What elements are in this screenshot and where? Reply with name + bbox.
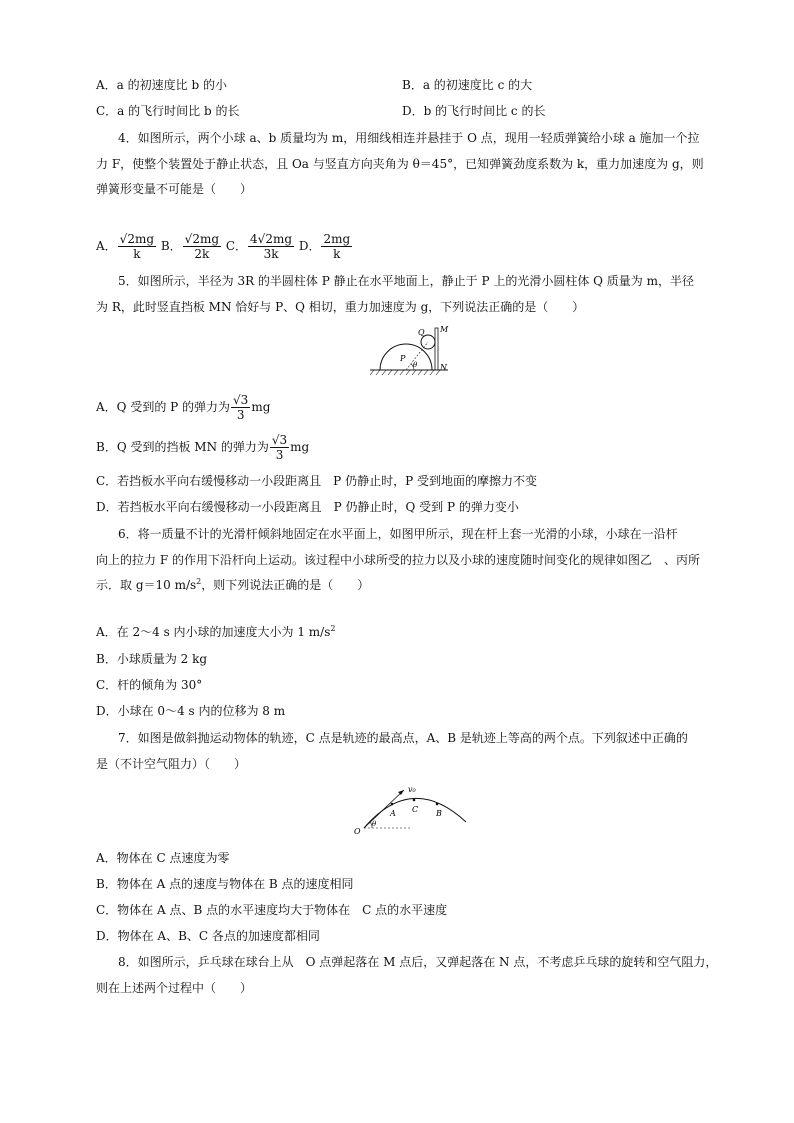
q5-stem-line2: 为 R，此时竖直挡板 MN 恰好与 P、Q 相切，重力加速度为 g，下列说法正确的是（ ） <box>96 300 585 314</box>
q7-option-b: B．物体在 A 点的速度与物体在 B 点的速度相同 <box>96 877 354 891</box>
label-c: C <box>412 805 419 814</box>
baffle-mn <box>435 328 438 370</box>
q6-option-d: D．小球在 0～4 s 内的位移为 8 m <box>96 704 286 718</box>
q5-stem-line1: 5．如图所示，半径为 3R 的半圆柱体 P 静止在水平地面上，静止于 P 上的光滑小圆柱体 Q 质量为 m，半径 <box>118 274 695 288</box>
q5-option-a: A．Q 受到的 P 的弹力为 $\frac{√3}{3}$ mg <box>96 393 271 422</box>
q7-figure <box>350 780 472 836</box>
q8-stem-line1: 8．如图所示，乒乓球在球台上从 O 点弹起落在 M 点后，又弹起落在 N 点，不考虑乒乓球的旋转和空气阻力， <box>118 955 718 969</box>
q7-stem-line1: 7．如图是做斜抛运动物体的轨迹，C 点是轨迹的最高点，A、B 是轨迹上等高的两个点。下列叙述中正确的 <box>118 731 688 745</box>
q6-stem-line3: 示．取 g＝10 $m/s^2$，则下列说法正确的是（ ） <box>96 577 370 592</box>
q4-stem-line2: 力 F，使整个装置处于静止状态，且 Oa 与竖直方向夹角为 θ＝45°，已知弹簧劲度系数为 k，重力加速度为 g，则 <box>96 157 704 171</box>
q6-option-a: A．在 2～4 s 内小球的加速度大小为 1 $m/s^2$ <box>96 624 336 639</box>
label-v0: v₀ <box>408 785 416 794</box>
q5-option-b: B．Q 受到的挡板 MN 的弹力为 $\frac{√3}{3}$ mg <box>96 433 310 462</box>
q8-stem-line2: 则在上述两个过程中（ ） <box>96 981 253 995</box>
q3-options-row1 <box>96 77 726 93</box>
label-q: Q <box>418 328 425 337</box>
label-theta: θ <box>413 361 418 369</box>
q6-stem-line2: 向上的拉力 F 的作用下沿杆向上运动。该过程中小球所受的拉力以及小球的速度随时间变化的规律如图乙 、丙所 <box>96 553 700 567</box>
q6-option-b: B．小球质量为 2 kg <box>96 652 208 666</box>
q4-stem-line1: 4．如图所示，两个小球 a、b 质量均为 m，用细线相连并悬挂于 O 点，现用一轻质弹簧给小球 a 施加一个拉 <box>118 131 700 145</box>
q7-stem-line2: 是（不计空气阻力）（ ） <box>96 757 247 771</box>
q3-options-row2 <box>96 103 726 119</box>
q7-option-c: C．物体在 A 点、B 点的水平速度均大于物体在 C 点的水平速度 <box>96 903 448 917</box>
q4-option-c: C． $\frac{4√2mg}{3k}$ <box>225 232 293 261</box>
q6-option-c: C．杆的倾角为 30° <box>96 678 203 692</box>
label-n: N <box>440 363 447 372</box>
q4-option-b: B． $\frac{√2mg}{2k}$ <box>160 232 220 261</box>
q7-option-a: A．物体在 C 点速度为零 <box>96 851 230 865</box>
q4-option-a: A． $\frac{√2mg}{k}$ <box>96 232 155 261</box>
label-m: M <box>440 325 449 334</box>
q5-figure <box>366 322 456 378</box>
q5-option-c: C．若挡板水平向右缓慢移动一小段距离且 P 仍静止时，P 受到地面的摩擦力不变 <box>96 474 537 488</box>
q3-option-d: D．b 的飞行时间比 c 的长 <box>402 104 546 118</box>
q3-option-b: B．a 的初速度比 c 的大 <box>402 78 533 92</box>
label-theta: θ <box>372 820 377 828</box>
q7-option-d: D．物体在 A、B、C 各点的加速度都相同 <box>96 929 320 943</box>
label-b: B <box>436 809 442 818</box>
q5-option-d: D．若挡板水平向右缓慢移动一小段距离且 P 仍静止时，Q 受到 P 的弹力变小 <box>96 500 519 514</box>
q3-option-c: C．a 的飞行时间比 b 的长 <box>96 104 240 118</box>
label-a: A <box>390 809 396 818</box>
q4-options <box>96 228 726 264</box>
label-p: P <box>400 354 406 363</box>
q6-stem-line1: 6．将一质量不计的光滑杆倾斜地固定在水平面上，如图甲所示，现在杆上套一光滑的小球，小球在一沿杆 <box>118 527 678 541</box>
q4-stem-line3: 弹簧形变量不可能是（ ） <box>96 182 253 196</box>
q3-option-a: A．a 的初速度比 b 的小 <box>96 78 227 92</box>
q4-option-d: D． $\frac{2mg}{k}$ <box>298 232 351 261</box>
label-o: O <box>354 827 361 836</box>
